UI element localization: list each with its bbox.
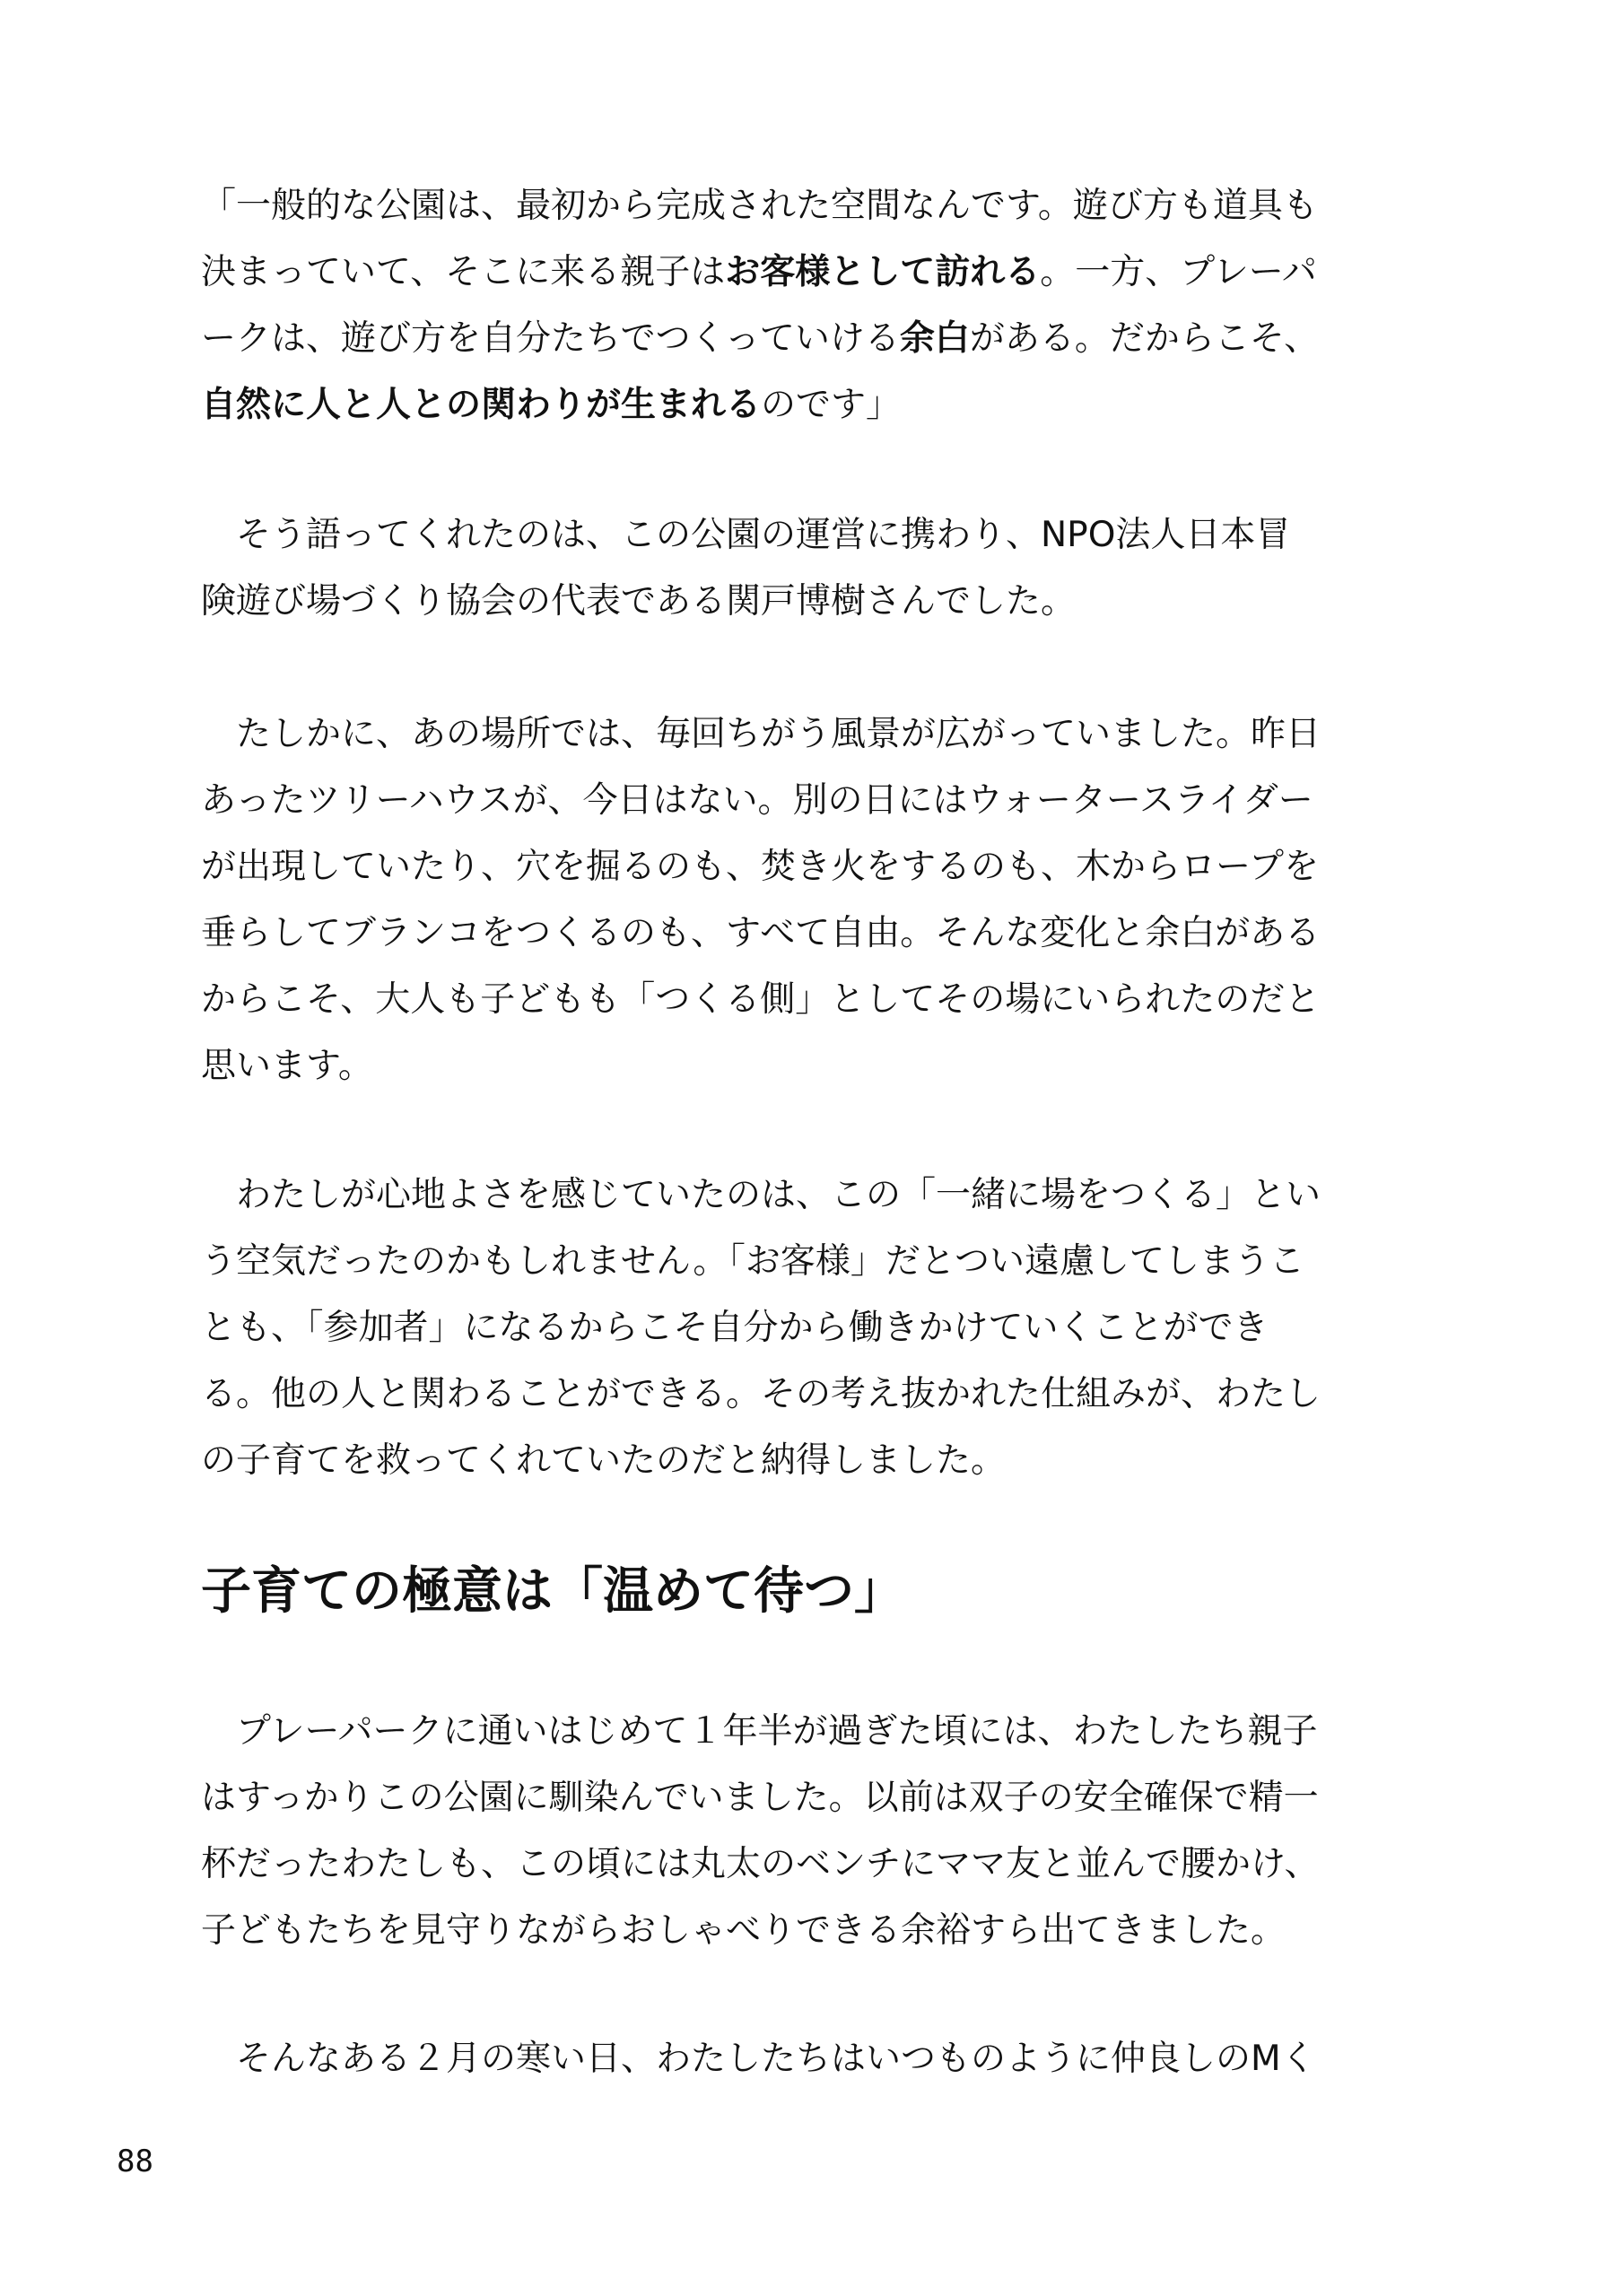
page-number: 88 (117, 2144, 153, 2179)
emphasis-text: お客様として訪れる (725, 252, 1041, 292)
section-heading: 子育ての極意は「温めて待つ」 (201, 1562, 904, 1621)
body-paragraph (201, 1162, 1403, 1494)
text-line: そう語ってくれたのは、この公園の運営に携わり、NPO法人日本冒 (201, 515, 1291, 555)
text-line: 「一般的な公園は、最初から完成された空間なんです。遊び方も道具も (201, 186, 1318, 226)
body-paragraph (201, 2026, 1403, 2092)
text-line: 険遊び場づくり協会の代表である関戸博樹さんでした。 (201, 581, 1077, 622)
text-line: はすっかりこの公園に馴染んでいました。以前は双子の安全確保で精一 (201, 1778, 1319, 1818)
text-line: とも、「参加者」になるからこそ自分から働きかけていくことができ (201, 1308, 1269, 1348)
text-line: う空気だったのかもしれません。「お客様」だとつい遠慮してしまうこ (201, 1241, 1305, 1282)
text-line: が出現していたり、穴を掘るのも、焚き火をするのも、木からロープを (201, 847, 1320, 887)
text-line: たしかに、あの場所では、毎回ちがう風景が広がっていました。昨日 (201, 714, 1322, 754)
text-line: 杯だったわたしも、この頃には丸太のベンチにママ友と並んで腰かけ、 (201, 1844, 1320, 1884)
text-line: 子どもたちを見守りながらおしゃべりできる余裕すら出てきました。 (201, 1910, 1287, 1951)
quote-paragraph (201, 173, 1403, 439)
emphasis-text: 余白 (899, 318, 970, 359)
body-paragraph (201, 1699, 1403, 1964)
text-line: の子育てを救ってくれていたのだと納得しました。 (201, 1440, 1007, 1481)
text-line: 垂らしてブランコをつくるのも、すべて自由。そんな変化と余白がある (201, 913, 1321, 953)
text-line: わたしが心地よさを感じていたのは、この「一緒に場をつくる」とい (201, 1175, 1322, 1215)
text-line: からこそ、大人も子どもも「つくる側」としてその場にいられたのだと (201, 979, 1321, 1020)
text-line: あったツリーハウスが、今日はない。別の日にはウォータースライダー (201, 780, 1313, 821)
body-paragraph (201, 701, 1403, 1100)
text-line: る。他の人と関わることができる。その考え抜かれた仕組みが、わたし (201, 1374, 1322, 1414)
text-line: 決まっていて、そこに来る親子はお客様として訪れる。一方、プレーパ (201, 252, 1317, 292)
text-line: そんなある２月の寒い日、わたしたちはいつものように仲良しのMく (201, 2039, 1316, 2079)
body-paragraph (201, 502, 1403, 635)
emphasis-text: 自然に人と人との関わりが生まれる (201, 385, 762, 425)
text-line: ークは、遊び方を自分たちでつくっていける余白がある。だからこそ、 (201, 318, 1320, 359)
text-line: プレーパークに通いはじめて１年半が過ぎた頃には、わたしたち親子 (201, 1711, 1318, 1752)
text-line: 自然に人と人との関わりが生まれるのです」 (201, 385, 902, 425)
text-line: 思います。 (201, 1046, 373, 1086)
